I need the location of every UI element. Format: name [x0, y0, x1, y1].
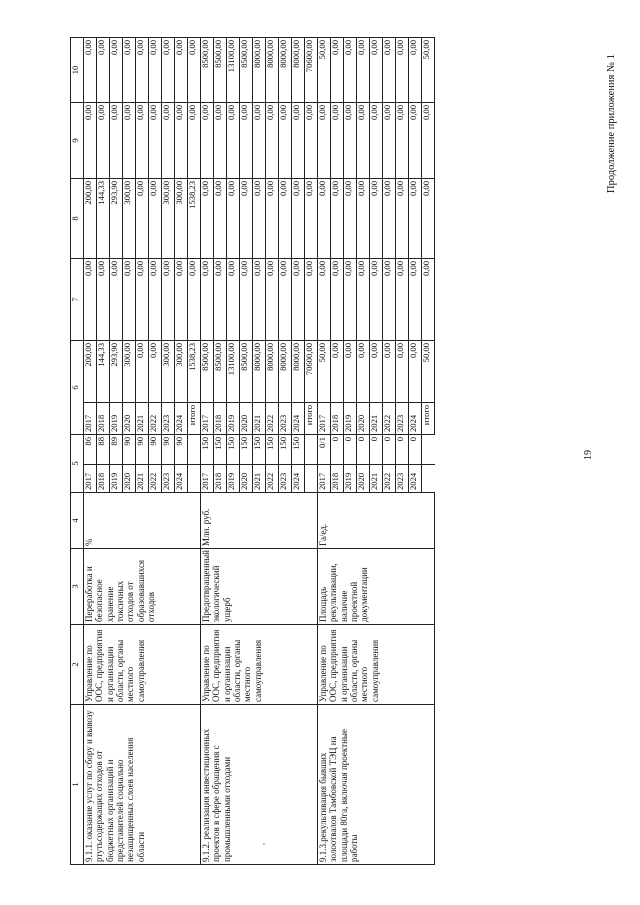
indicator: Площадь рекультивации, наличие проектной документации — [318, 549, 435, 625]
finance-year: 2017 — [84, 402, 97, 434]
finance-col9: 0,00 — [253, 102, 266, 178]
finance-total: 8000,00 — [279, 340, 292, 402]
finance-col9: 0,00 — [266, 102, 279, 178]
finance-year: 2020 — [240, 402, 253, 434]
finance-col7: 0,00 — [318, 258, 331, 340]
finance-col8: 0,00 — [201, 178, 214, 258]
finance-col10: 8500,00 — [214, 37, 227, 102]
finance-col7: 0,00 — [253, 258, 266, 340]
finance-year: 2023 — [396, 402, 409, 434]
finance-year: 2022 — [149, 402, 162, 434]
total-col9: 0,00 — [188, 102, 201, 178]
total-col7: 0,00 — [305, 258, 318, 340]
continuation-note: Продолжение приложения № 1 — [606, 54, 617, 193]
indicator-value: 150 — [253, 434, 266, 464]
finance-col10: 0,00 — [370, 37, 383, 102]
finance-year: 2019 — [110, 402, 123, 434]
indicator-year: 2022 — [149, 465, 162, 493]
finance-col9: 0,00 — [331, 102, 344, 178]
finance-col8: 300,00 — [175, 178, 188, 258]
indicator: Переработка и безопасное хранение токсичных отходов от образовавшихся отходов — [84, 549, 201, 625]
finance-col10: 8000,00 — [253, 37, 266, 102]
finance-total: 8000,00 — [292, 340, 305, 402]
finance-col10: 8000,00 — [279, 37, 292, 102]
empty-cell — [305, 434, 318, 464]
indicator-value: 0 — [370, 434, 383, 464]
finance-col9: 0,00 — [136, 102, 149, 178]
total-col7: 0,00 — [188, 258, 201, 340]
unit: % — [84, 493, 201, 549]
finance-year: 2024 — [292, 402, 305, 434]
table-row — [201, 37, 214, 864]
total-col10: 50,00 — [422, 37, 435, 102]
indicator-year: 2023 — [162, 465, 175, 493]
finance-col10: 0,00 — [162, 37, 175, 102]
finance-col7: 0,00 — [97, 258, 110, 340]
finance-col8: 0,00 — [227, 178, 240, 258]
finance-col9: 0,00 — [214, 102, 227, 178]
finance-total: 0,00 — [331, 340, 344, 402]
finance-year: 2019 — [227, 402, 240, 434]
finance-col8: 0,00 — [331, 178, 344, 258]
executor: Управление по ООС, предприятия и организации области, органы местного самоуправления — [84, 625, 201, 705]
finance-col9: 0,00 — [279, 102, 292, 178]
finance-year: 2021 — [136, 402, 149, 434]
finance-col9: 0,00 — [201, 102, 214, 178]
total-col8: 0,00 — [305, 178, 318, 258]
finance-col10: 0,00 — [97, 37, 110, 102]
col-header: 4 — [71, 493, 84, 549]
finance-col9: 0,00 — [110, 102, 123, 178]
finance-total: 8000,00 — [253, 340, 266, 402]
indicator-year: 2023 — [396, 465, 409, 493]
activity-name: 9.1.3.рекультивация бывших золоотвалов Тамбовской ТЭЦ на площади 80га, включая проектные работы — [318, 705, 435, 865]
finance-col8: 300,00 — [123, 178, 136, 258]
finance-col9: 0,00 — [318, 102, 331, 178]
finance-col9: 0,00 — [240, 102, 253, 178]
finance-col9: 0,00 — [227, 102, 240, 178]
finance-col8: 0,00 — [396, 178, 409, 258]
finance-col10: 0,00 — [383, 37, 396, 102]
executor: Управление по ООС, предприятия и организации области, органы местного самоуправления — [318, 625, 435, 705]
finance-total: 300,00 — [162, 340, 175, 402]
total-label: итого — [188, 402, 201, 434]
indicator-year: 2021 — [253, 465, 266, 493]
total-sum: 50,00 — [422, 340, 435, 402]
finance-col7: 0,00 — [279, 258, 292, 340]
finance-col7: 0,00 — [370, 258, 383, 340]
finance-col9: 0,00 — [409, 102, 422, 178]
finance-col10: 0,00 — [409, 37, 422, 102]
indicator-value: 0 — [383, 434, 396, 464]
indicator-year: 2017 — [318, 465, 331, 493]
finance-col10: 0,00 — [84, 37, 97, 102]
finance-col10: 0,00 — [123, 37, 136, 102]
finance-year: 2022 — [266, 402, 279, 434]
indicator-year: 2023 — [279, 465, 292, 493]
indicator-year: 2021 — [136, 465, 149, 493]
finance-col7: 0,00 — [136, 258, 149, 340]
finance-col8: 293,90 — [110, 178, 123, 258]
finance-col9: 0,00 — [292, 102, 305, 178]
finance-year: 2019 — [344, 402, 357, 434]
indicator-year: 2018 — [331, 465, 344, 493]
finance-year: 2017 — [318, 402, 331, 434]
executor: Управление по ООС, предприятия и организации области, органы местного самоуправления — [201, 625, 318, 705]
finance-year: 2017 — [201, 402, 214, 434]
finance-total: 200,00 — [84, 340, 97, 402]
program-table — [70, 37, 435, 865]
empty-cell — [188, 434, 201, 464]
indicator-year: 2024 — [409, 465, 422, 493]
finance-year: 2018 — [331, 402, 344, 434]
finance-col8: 0,00 — [149, 178, 162, 258]
finance-total: 8500,00 — [240, 340, 253, 402]
indicator-value: 86 — [84, 434, 97, 464]
indicator-value: 150 — [201, 434, 214, 464]
indicator-year: 2024 — [175, 465, 188, 493]
finance-col7: 0,00 — [84, 258, 97, 340]
finance-col8: 0,00 — [383, 178, 396, 258]
total-col8: 1538,23 — [188, 178, 201, 258]
finance-col7: 0,00 — [331, 258, 344, 340]
finance-col7: 0,00 — [110, 258, 123, 340]
indicator-year: 2017 — [84, 465, 97, 493]
finance-year: 2021 — [253, 402, 266, 434]
indicator-value: 90 — [123, 434, 136, 464]
finance-total: 8500,00 — [201, 340, 214, 402]
finance-col10: 8500,00 — [201, 37, 214, 102]
finance-col10: 0,00 — [396, 37, 409, 102]
finance-total: 0,00 — [136, 340, 149, 402]
finance-col8: 144,33 — [97, 178, 110, 258]
finance-total: 144,33 — [97, 340, 110, 402]
col-header: 2 — [71, 625, 84, 705]
finance-col8: 0,00 — [344, 178, 357, 258]
indicator-year: 2021 — [370, 465, 383, 493]
finance-total: 0,00 — [344, 340, 357, 402]
finance-year: 2018 — [97, 402, 110, 434]
table-row — [84, 37, 97, 864]
total-col8: 0,00 — [422, 178, 435, 258]
indicator-value: 89 — [110, 434, 123, 464]
indicator-value: 150 — [214, 434, 227, 464]
finance-col10: 0,00 — [357, 37, 370, 102]
finance-total: 0,00 — [370, 340, 383, 402]
col-header: 8 — [71, 178, 84, 258]
indicator-year: 2022 — [383, 465, 396, 493]
finance-total: 293,90 — [110, 340, 123, 402]
finance-year: 2024 — [175, 402, 188, 434]
indicator-value: 150 — [240, 434, 253, 464]
finance-col7: 0,00 — [344, 258, 357, 340]
header-row — [71, 37, 84, 864]
indicator-year: 2024 — [292, 465, 305, 493]
indicator-value: 0 — [409, 434, 422, 464]
total-col9: 0,00 — [422, 102, 435, 178]
table-body — [84, 37, 435, 864]
finance-col7: 0,00 — [123, 258, 136, 340]
finance-col9: 0,00 — [123, 102, 136, 178]
finance-col10: 8000,00 — [292, 37, 305, 102]
finance-col8: 200,00 — [84, 178, 97, 258]
finance-year: 2018 — [214, 402, 227, 434]
finance-col9: 0,00 — [357, 102, 370, 178]
finance-col7: 0,00 — [383, 258, 396, 340]
finance-col8: 0,00 — [409, 178, 422, 258]
total-col10: 70600,00 — [305, 37, 318, 102]
finance-col8: 0,00 — [357, 178, 370, 258]
finance-total: 300,00 — [175, 340, 188, 402]
indicator-year: 2022 — [266, 465, 279, 493]
finance-col10: 8000,00 — [266, 37, 279, 102]
total-label: итого — [422, 402, 435, 434]
finance-col7: 0,00 — [175, 258, 188, 340]
col-header: 6 — [71, 340, 84, 434]
finance-col9: 0,00 — [175, 102, 188, 178]
finance-col10: 0,00 — [331, 37, 344, 102]
indicator-year: 2018 — [214, 465, 227, 493]
finance-col9: 0,00 — [162, 102, 175, 178]
empty-cell — [422, 434, 435, 464]
indicator-year: 2017 — [201, 465, 214, 493]
finance-col7: 0,00 — [292, 258, 305, 340]
finance-col8: 0,00 — [318, 178, 331, 258]
finance-col9: 0,00 — [149, 102, 162, 178]
finance-col10: 0,00 — [110, 37, 123, 102]
finance-col7: 0,00 — [266, 258, 279, 340]
indicator-value: 0 — [344, 434, 357, 464]
table-row — [318, 37, 331, 864]
indicator-year: 2020 — [240, 465, 253, 493]
indicator-value: 150 — [266, 434, 279, 464]
finance-col7: 0,00 — [227, 258, 240, 340]
indicator: Предотвращенный экологический ущерб — [201, 549, 318, 625]
finance-col9: 0,00 — [370, 102, 383, 178]
indicator-value: 90 — [162, 434, 175, 464]
finance-col10: 0,00 — [344, 37, 357, 102]
finance-col10: 13100,00 — [227, 37, 240, 102]
page-number: 19 — [583, 450, 594, 460]
total-col7: 0,00 — [422, 258, 435, 340]
finance-total: 0,00 — [357, 340, 370, 402]
empty-cell — [188, 465, 201, 493]
finance-year: 2020 — [357, 402, 370, 434]
indicator-year: 2019 — [344, 465, 357, 493]
col-header: 5 — [71, 434, 84, 492]
finance-total: 0,00 — [149, 340, 162, 402]
finance-total: 13100,00 — [227, 340, 240, 402]
finance-col7: 0,00 — [149, 258, 162, 340]
finance-col8: 0,00 — [292, 178, 305, 258]
margin-mark: ' — [262, 843, 273, 845]
indicator-value: 90 — [149, 434, 162, 464]
finance-col7: 0,00 — [201, 258, 214, 340]
finance-total: 50,00 — [318, 340, 331, 402]
finance-col10: 0,00 — [175, 37, 188, 102]
finance-col9: 0,00 — [344, 102, 357, 178]
finance-year: 2022 — [383, 402, 396, 434]
finance-total: 300,00 — [123, 340, 136, 402]
total-sum: 1538,23 — [188, 340, 201, 402]
finance-col7: 0,00 — [409, 258, 422, 340]
empty-cell — [422, 465, 435, 493]
col-header: 9 — [71, 102, 84, 178]
indicator-year: 2018 — [97, 465, 110, 493]
total-label: итого — [305, 402, 318, 434]
finance-year: 2020 — [123, 402, 136, 434]
indicator-value: 90 — [175, 434, 188, 464]
finance-col7: 0,00 — [357, 258, 370, 340]
indicator-value: 0 — [331, 434, 344, 464]
indicator-year: 2019 — [227, 465, 240, 493]
indicator-year: 2020 — [357, 465, 370, 493]
indicator-year: 2020 — [123, 465, 136, 493]
finance-year: 2023 — [279, 402, 292, 434]
finance-col7: 0,00 — [396, 258, 409, 340]
unit: Га/ед. — [318, 493, 435, 549]
finance-col8: 0,00 — [253, 178, 266, 258]
col-header: 1 — [71, 705, 84, 865]
finance-col7: 0,00 — [214, 258, 227, 340]
indicator-value: 0 — [396, 434, 409, 464]
finance-col8: 0,00 — [214, 178, 227, 258]
finance-col7: 0,00 — [162, 258, 175, 340]
finance-col9: 0,00 — [97, 102, 110, 178]
indicator-value: 150 — [292, 434, 305, 464]
col-header: 7 — [71, 258, 84, 340]
finance-total: 0,00 — [396, 340, 409, 402]
finance-col8: 0,00 — [240, 178, 253, 258]
empty-cell — [305, 465, 318, 493]
total-col9: 0,00 — [305, 102, 318, 178]
finance-col9: 0,00 — [383, 102, 396, 178]
finance-col9: 0,00 — [84, 102, 97, 178]
activity-name: 9.1.1. оказание услуг по сбору и вывозу ртутьсодержащих отходов от бюджетных организаций и представителей социально незащищенных слоев населения области — [84, 705, 201, 865]
finance-col10: 50,00 — [318, 37, 331, 102]
finance-col8: 300,00 — [162, 178, 175, 258]
finance-col10: 0,00 — [149, 37, 162, 102]
indicator-year: 2019 — [110, 465, 123, 493]
unit: Млн. руб. — [201, 493, 318, 549]
indicator-value: 150 — [227, 434, 240, 464]
finance-total: 8500,00 — [214, 340, 227, 402]
finance-col8: 0,00 — [136, 178, 149, 258]
finance-year: 2021 — [370, 402, 383, 434]
finance-col10: 8500,00 — [240, 37, 253, 102]
finance-year: 2023 — [162, 402, 175, 434]
indicator-value: 150 — [279, 434, 292, 464]
activity-name: 9.1.2. реализация инвестиционных проектов в сфере обращения с промышленными отходами — [201, 705, 318, 865]
finance-col8: 0,00 — [370, 178, 383, 258]
finance-col10: 0,00 — [136, 37, 149, 102]
indicator-value: 88 — [97, 434, 110, 464]
finance-col8: 0,00 — [266, 178, 279, 258]
col-header: 3 — [71, 549, 84, 625]
finance-total: 8000,00 — [266, 340, 279, 402]
finance-col8: 0,00 — [279, 178, 292, 258]
indicator-value: 0/1 — [318, 434, 331, 464]
finance-total: 0,00 — [409, 340, 422, 402]
finance-col7: 0,00 — [240, 258, 253, 340]
finance-col9: 0,00 — [396, 102, 409, 178]
total-sum: 70600,00 — [305, 340, 318, 402]
indicator-value: 90 — [136, 434, 149, 464]
finance-year: 2024 — [409, 402, 422, 434]
indicator-value: 0 — [357, 434, 370, 464]
col-header: 10 — [71, 37, 84, 102]
finance-total: 0,00 — [383, 340, 396, 402]
total-col10: 0,00 — [188, 37, 201, 102]
